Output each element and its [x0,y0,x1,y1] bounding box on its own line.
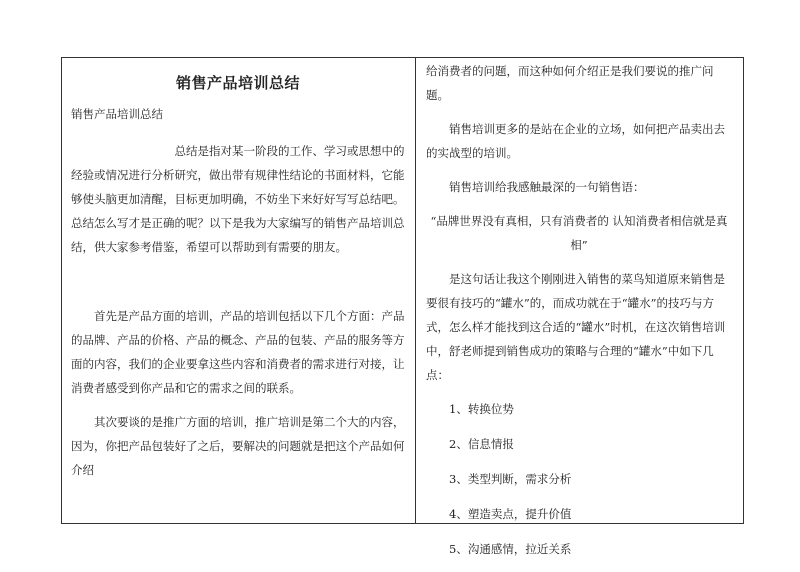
list-item: 4、塑造卖点，提升价值 [449,507,572,521]
right-column [426,59,732,572]
paragraph-gap [71,259,405,304]
document-title: 销售产品培训总结 [175,74,300,92]
list-item: 3、类型判断，需求分析 [449,472,572,486]
sales-training-paragraph: 销售培训更多的是站在企业的立场，如何把产品卖出去的实战型的培训。 [426,122,725,160]
column-divider [415,57,416,524]
continued-paragraph: 给消费者的问题，而这种如何介绍正是我们要说的推广问题。 [426,64,714,102]
product-training-paragraph: 首先是产品方面的培训，产品的培训包括以下几个方面：产品的品牌、产品的价格、产品的概念、产品的包装、产品的服务等方面的内容，我们的企业要拿这些内容和消费者的需求进行对接，让消费者感受到你产品和它的需求之间的联系。 [71,309,405,395]
sales-skills-paragraph: 是这句话让我这个刚刚进入销售的菜鸟知道原来销售是要很有技巧的“罐水”的，而成功就在于“罐水”的技巧与方式，怎么样才能找到这合适的“罐水”时机，在这次销售培训中，舒老师提到销售成功的策略与合理的“罐水”中如下几点： [426,272,726,382]
list-item: 5、沟通感情，拉近关系 [449,542,572,556]
left-column [71,70,405,482]
document-subtitle: 销售产品培训总结 [71,107,163,121]
intro-paragraph: 总结是指对某一阶段的工作、学习或思想中的经验或情况进行分析研究，做出带有规律性结论的书面材料，它能够使头脑更加清醒，目标更加明确，不妨坐下来好好写写总结吧。总结怎么写才是正确的呢？以下是我为大家编写的销售产品培训总结，供大家参考借鉴，希望可以帮助到有需要的朋友。 [71,144,405,254]
list-item: 2、信息情报 [449,437,514,451]
sales-quote: “品牌世界没有真相，只有消费者的 认知消费者相信就是真相” [430,214,728,252]
sales-quote-intro: 销售培训给我感触最深的一句销售语： [449,180,645,194]
promotion-training-paragraph: 其次要谈的是推广方面的培训，推广培训是第二个大的内容，因为，你把产品包装好了之后，要解决的问题就是把这个产品如何介绍 [71,415,405,477]
list-item: 1、转换位势 [449,402,514,416]
